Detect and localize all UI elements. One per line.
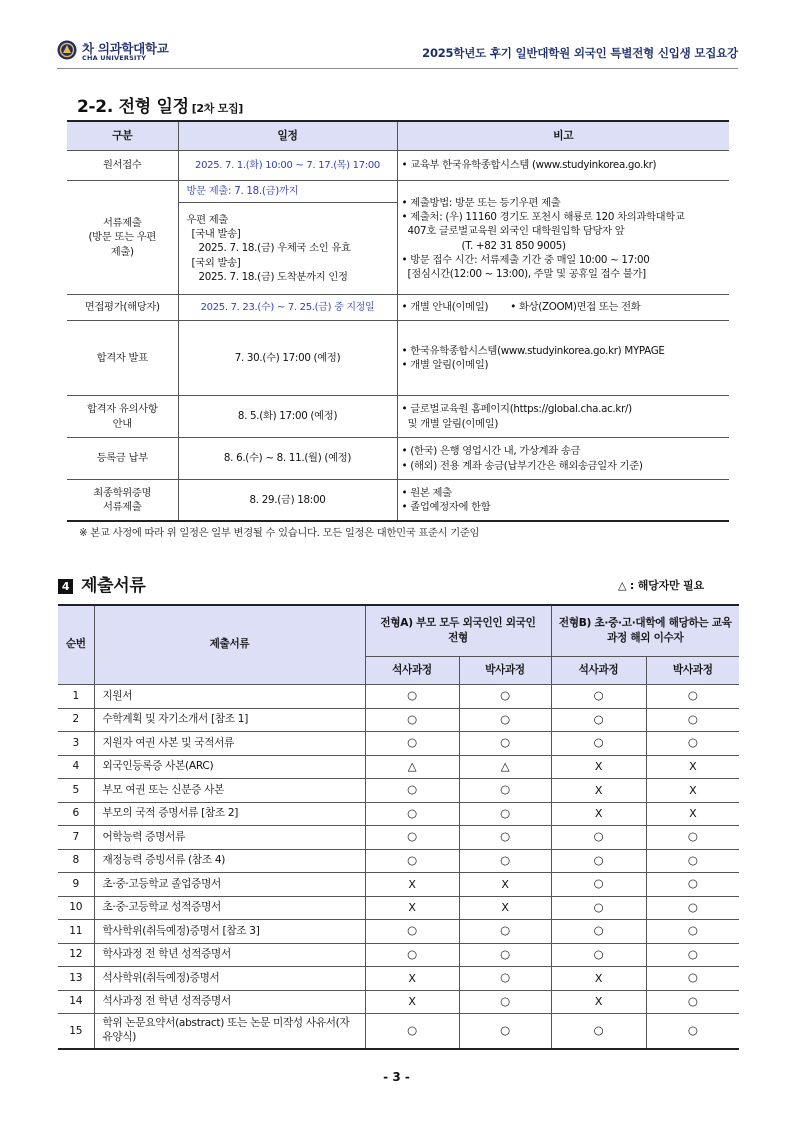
table-row: [58, 967, 739, 991]
note-line: [점심시간(12:00 ~ 13:00), 주말 및 공휴일 접수 불가]: [407, 267, 646, 280]
category-line: 안내: [112, 417, 132, 430]
documents-table-body: [58, 685, 739, 1050]
requirement-cell: ○: [551, 849, 646, 873]
requirement-cell: X: [551, 967, 646, 991]
requirement-cell: ○: [459, 826, 551, 850]
table-row: [58, 802, 739, 826]
note-line: • (해외) 전용 계좌 송금(납부기간은 해외송금일자 기준): [402, 459, 730, 473]
category-cell: 원서접수: [67, 151, 178, 181]
table-row: [67, 295, 729, 321]
schedule-line: 우편 제출: [186, 213, 229, 226]
logo-english-name: CHA UNIVERSITY: [82, 54, 147, 62]
note-line: • 화상(ZOOM)면접 또는 전화: [510, 301, 640, 313]
schedule-cell: 8. 29.(금) 18:00: [178, 480, 397, 521]
legend-note: △ : 해당자만 필요: [618, 579, 704, 592]
requirement-cell: X: [646, 802, 739, 826]
document-name-cell: 외국인등록증 사본(ARC): [94, 755, 365, 779]
requirement-cell: ○: [646, 873, 739, 897]
requirement-cell: X: [646, 779, 739, 803]
column-header: 구분: [67, 121, 178, 151]
requirement-cell: ○: [459, 779, 551, 803]
schedule-cell: 방문 제출: 7. 18.(금)까지: [178, 181, 397, 203]
note-line: 및 개별 알림(이메일): [407, 417, 499, 430]
document-name-cell: 초·중·고등학교 졸업증명서: [94, 873, 365, 897]
page-header: [57, 38, 738, 69]
note-cell: [397, 151, 729, 181]
requirement-cell: ○: [646, 920, 739, 944]
category-line: 합격자 유의사항: [86, 403, 158, 416]
requirement-cell: ○: [646, 896, 739, 920]
row-number-cell: 3: [58, 732, 94, 756]
note-line: • 교육부 한국유학종합시스템 (www.studyinkorea.go.kr): [402, 159, 657, 171]
requirement-cell: ○: [365, 943, 459, 967]
requirement-cell: ○: [365, 732, 459, 756]
requirement-cell: ○: [551, 708, 646, 732]
document-name-cell: 초·중·고등학교 성적증명서: [94, 896, 365, 920]
requirement-cell: X: [646, 755, 739, 779]
requirement-cell: ○: [459, 685, 551, 709]
document-name-cell: 학사과정 전 학년 성적증명서: [94, 943, 365, 967]
column-header: 비고: [397, 121, 729, 151]
requirement-cell: ○: [551, 896, 646, 920]
row-number-cell: 6: [58, 802, 94, 826]
row-number-cell: 4: [58, 755, 94, 779]
requirement-cell: ○: [365, 802, 459, 826]
schedule-header-row: [67, 121, 729, 151]
requirement-cell: ○: [459, 920, 551, 944]
requirement-cell: ○: [646, 967, 739, 991]
column-header: 순번: [58, 605, 94, 685]
requirement-cell: ○: [365, 1014, 459, 1050]
column-header: 일정: [178, 121, 397, 151]
requirement-cell: ○: [646, 1014, 739, 1050]
note-line: • 개별 안내(이메일): [402, 301, 489, 313]
row-number-cell: 12: [58, 943, 94, 967]
requirement-cell: ○: [459, 849, 551, 873]
note-cell: [397, 295, 729, 321]
requirement-cell: ○: [365, 779, 459, 803]
schedule-line: [국외 발송]: [191, 256, 241, 269]
requirement-cell: ○: [646, 943, 739, 967]
requirement-cell: X: [365, 967, 459, 991]
column-header: 박사과정: [459, 657, 551, 685]
requirement-cell: X: [551, 802, 646, 826]
requirement-cell: △: [459, 755, 551, 779]
table-row: [67, 181, 729, 203]
requirement-cell: ○: [551, 873, 646, 897]
schedule-table: [67, 120, 729, 522]
note-cell: [397, 181, 729, 295]
requirement-cell: X: [551, 779, 646, 803]
requirement-cell: ○: [646, 685, 739, 709]
schedule-cell: 2025. 7. 23.(수) ~ 7. 25.(금) 중 지정일: [178, 295, 397, 321]
table-row: [67, 396, 729, 438]
requirement-cell: ○: [551, 826, 646, 850]
note-line: • 방문 접수 시간: 서류제출 기간 중 매일 10:00 ~ 17:00: [402, 253, 730, 267]
document-title: 2025학년도 후기 일반대학원 외국인 특별전형 신입생 모집요강: [422, 46, 738, 60]
page-number: - 3 -: [383, 1070, 410, 1084]
column-header: 석사과정: [365, 657, 459, 685]
schedule-cell: 8. 5.(화) 17:00 (예정): [178, 396, 397, 438]
document-name-cell: 학위 논문요약서(abstract) 또는 논문 미작성 사유서(자유양식): [94, 1014, 365, 1050]
document-name-cell: 재정능력 증빙서류 (참조 4): [94, 849, 365, 873]
requirement-cell: ○: [459, 732, 551, 756]
requirement-cell: X: [551, 990, 646, 1014]
document-name-cell: 부모의 국적 증명서류 [참조 2]: [94, 802, 365, 826]
requirement-cell: ○: [459, 802, 551, 826]
table-row: [58, 943, 739, 967]
row-number-cell: 8: [58, 849, 94, 873]
table-row: [67, 151, 729, 181]
category-cell: 등록금 납부: [67, 438, 178, 480]
row-number-cell: 1: [58, 685, 94, 709]
requirement-cell: ○: [365, 708, 459, 732]
requirement-cell: X: [459, 896, 551, 920]
requirement-cell: ○: [551, 1014, 646, 1050]
document-name-cell: 석사과정 전 학년 성적증명서: [94, 990, 365, 1014]
schedule-line: 2025. 7. 18.(금) 도착분까지 인정: [198, 270, 348, 283]
schedule-cell: 8. 6.(수) ~ 8. 11.(월) (예정): [178, 438, 397, 480]
requirement-cell: ○: [646, 708, 739, 732]
note-cell: [397, 396, 729, 438]
schedule-line: 2025. 7. 18.(금) 우체국 소인 유효: [198, 242, 351, 255]
requirement-cell: ○: [551, 920, 646, 944]
requirement-cell: X: [459, 873, 551, 897]
row-number-cell: 2: [58, 708, 94, 732]
note-line: • 제출처: (우) 11160 경기도 포천시 해룡로 120 차의과학대학교: [402, 210, 730, 224]
table-row: [58, 873, 739, 897]
document-name-cell: 어학능력 증명서류: [94, 826, 365, 850]
requirement-cell: ○: [459, 708, 551, 732]
category-cell: [67, 480, 178, 521]
note-line: • 원본 제출: [402, 486, 730, 500]
category-cell: 면접평가(해당자): [67, 295, 178, 321]
note-line: • 개별 알림(이메일): [402, 358, 730, 372]
table-row: [58, 990, 739, 1014]
category-line: 제출): [110, 245, 134, 258]
column-header: 박사과정: [646, 657, 739, 685]
category-line: 서류제출: [102, 217, 142, 230]
category-cell: [67, 181, 178, 295]
requirement-cell: ○: [551, 732, 646, 756]
schedule-cell: 7. 30.(수) 17:00 (예정): [178, 321, 397, 396]
column-group-header: 전형A) 부모 모두 외국인인 외국인전형: [365, 605, 551, 657]
note-line: • (한국) 은행 영업시간 내, 가상계좌 송금: [402, 444, 730, 458]
requirement-cell: ○: [646, 990, 739, 1014]
table-row: [58, 708, 739, 732]
category-cell: 합격자 발표: [67, 321, 178, 396]
logo-korean-name: 차 의과학대학교: [82, 41, 169, 56]
row-number-cell: 10: [58, 896, 94, 920]
table-row: [58, 732, 739, 756]
requirement-cell: X: [365, 873, 459, 897]
schedule-heading: 2-2. 전형 일정: [77, 97, 189, 117]
table-row: [58, 779, 739, 803]
documents-heading: 제출서류: [81, 576, 146, 596]
table-row: [58, 755, 739, 779]
note-cell: [397, 438, 729, 480]
document-name-cell: 학사학위(취득예정)증명서 [참조 3]: [94, 920, 365, 944]
note-line: (T. +82 31 850 9005): [461, 239, 566, 252]
requirement-cell: ○: [365, 826, 459, 850]
row-number-cell: 14: [58, 990, 94, 1014]
note-cell: [397, 480, 729, 521]
table-row: [58, 896, 739, 920]
requirement-cell: X: [365, 990, 459, 1014]
requirement-cell: ○: [551, 685, 646, 709]
row-number-cell: 9: [58, 873, 94, 897]
requirement-cell: X: [365, 896, 459, 920]
requirement-cell: ○: [459, 990, 551, 1014]
column-group-header: 전형B) 초·중·고·대학에 해당하는 교육과정 해외 이수자: [551, 605, 739, 657]
schedule-line: [국내 발송]: [191, 228, 241, 241]
table-row: [58, 1014, 739, 1050]
note-line: • 글로벌교육원 홈페이지(https://global.cha.ac.kr/): [402, 402, 730, 416]
category-line: (방문 또는 우편: [88, 231, 157, 244]
row-number-cell: 13: [58, 967, 94, 991]
document-name-cell: 부모 여권 또는 신분증 사본: [94, 779, 365, 803]
requirement-cell: ○: [365, 685, 459, 709]
schedule-section-title: [77, 92, 243, 117]
requirement-cell: ○: [459, 943, 551, 967]
requirement-cell: ○: [646, 849, 739, 873]
note-line: • 한국유학종합시스템(www.studyinkorea.go.kr) MYPAGE: [402, 344, 730, 358]
schedule-footnote: ※ 본교 사정에 따라 위 일정은 일부 변경될 수 있습니다. 모든 일정은 대한민국 표준시 기준임: [79, 527, 480, 539]
document-name-cell: 수학계획 및 자기소개서 [참조 1]: [94, 708, 365, 732]
category-cell: [67, 396, 178, 438]
section-number-badge: 4: [58, 579, 73, 594]
requirement-cell: ○: [646, 826, 739, 850]
table-row: [67, 480, 729, 521]
table-row: [67, 321, 729, 396]
requirement-cell: ○: [459, 967, 551, 991]
documents-section-title: [58, 571, 146, 596]
requirement-cell: ○: [459, 1014, 551, 1050]
schedule-cell: [178, 203, 397, 295]
requirement-cell: ○: [365, 920, 459, 944]
requirement-cell: ○: [646, 732, 739, 756]
table-row: [58, 849, 739, 873]
table-row: [58, 826, 739, 850]
column-header: 석사과정: [551, 657, 646, 685]
table-row: [67, 438, 729, 480]
requirement-cell: X: [551, 755, 646, 779]
category-line: 최종학위증명: [93, 486, 152, 499]
row-number-cell: 15: [58, 1014, 94, 1050]
note-cell: [397, 321, 729, 396]
note-line: • 졸업예정자에 한함: [402, 500, 730, 514]
category-line: 서류제출: [102, 500, 142, 513]
table-row: [58, 920, 739, 944]
table-row: [58, 685, 739, 709]
row-number-cell: 11: [58, 920, 94, 944]
note-line: • 제출방법: 방문 또는 등기우편 제출: [402, 196, 730, 210]
schedule-subheading: [2차 모집]: [191, 102, 244, 115]
column-header: 제출서류: [94, 605, 365, 685]
university-logo-icon: [57, 40, 77, 60]
document-name-cell: 지원서: [94, 685, 365, 709]
schedule-cell: 2025. 7. 1.(화) 10:00 ~ 7. 17.(목) 17:00: [178, 151, 397, 181]
requirement-cell: ○: [365, 849, 459, 873]
document-name-cell: 석사학위(취득예정)증명서: [94, 967, 365, 991]
required-documents-table: [58, 604, 739, 1050]
row-number-cell: 7: [58, 826, 94, 850]
row-number-cell: 5: [58, 779, 94, 803]
documents-header-row: [58, 605, 739, 657]
document-name-cell: 지원자 여권 사본 및 국적서류: [94, 732, 365, 756]
requirement-cell: ○: [551, 943, 646, 967]
requirement-cell: △: [365, 755, 459, 779]
note-line: 407호 글로벌교육원 외국인 대학원입학 담당자 앞: [407, 225, 625, 238]
